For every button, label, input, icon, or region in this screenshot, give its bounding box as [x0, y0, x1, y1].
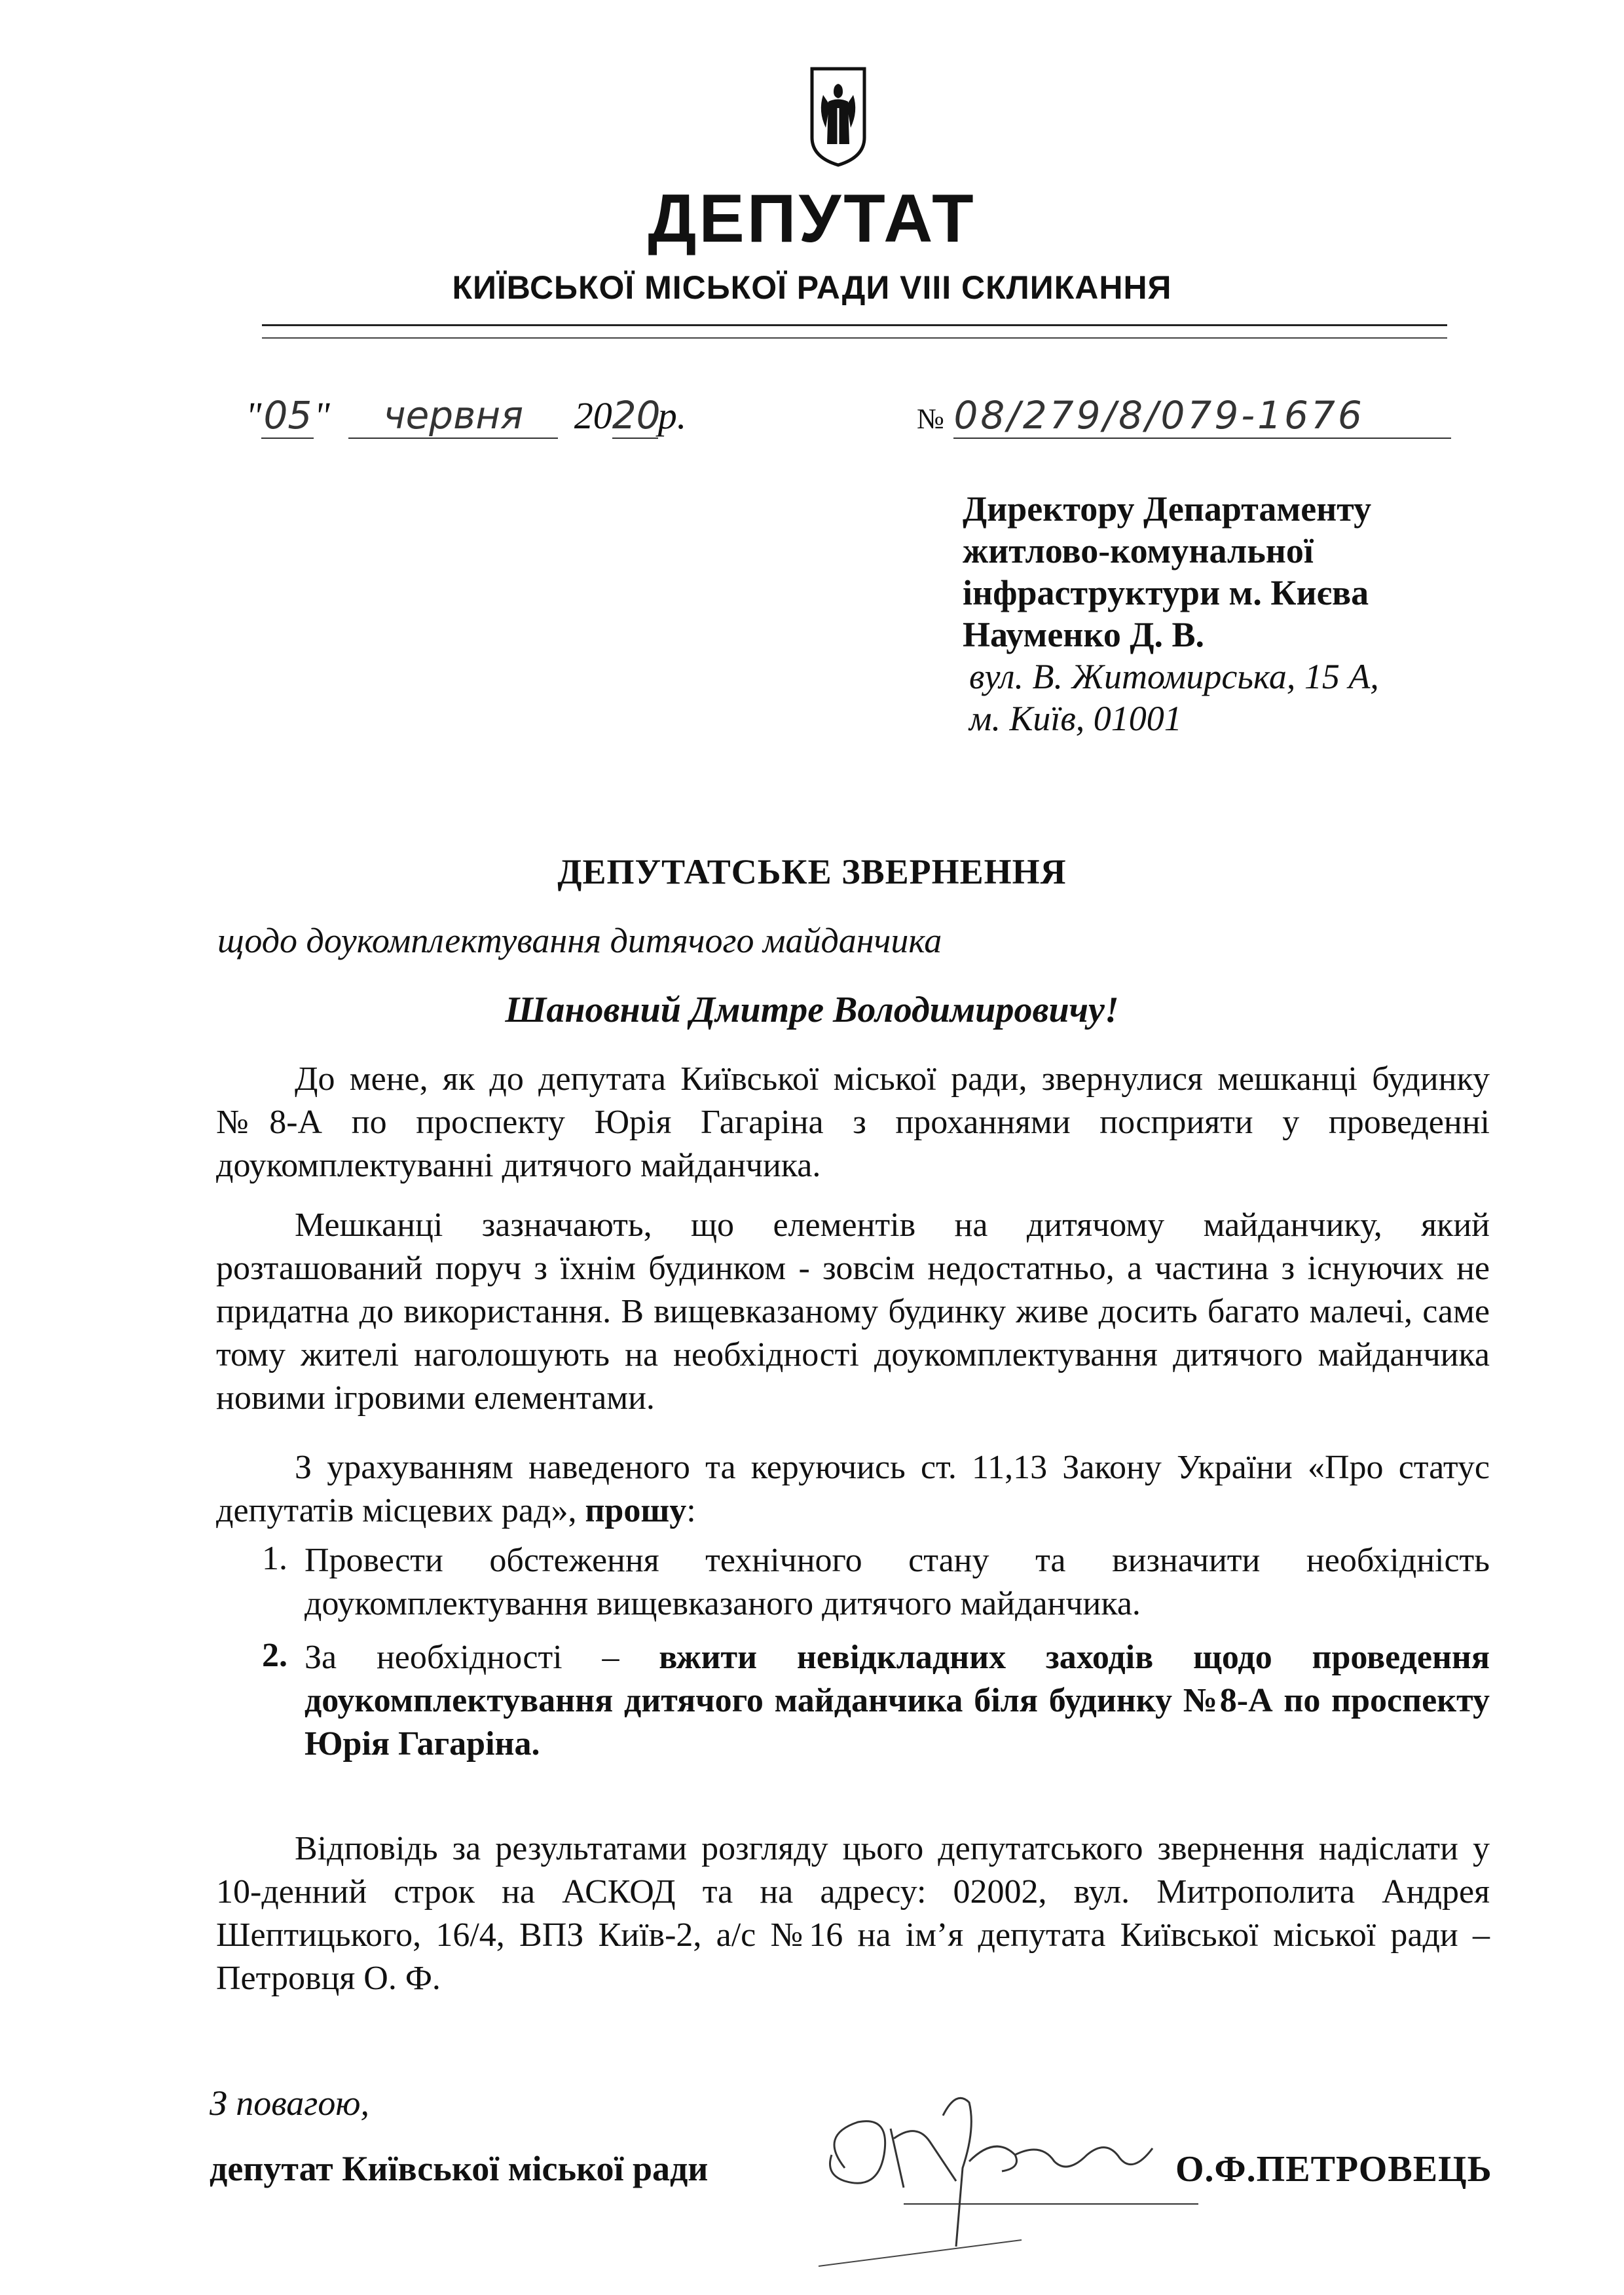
paragraph-4: Відповідь за результатами розгляду цього депутатського звернення надіслати у 10-денний строк на АСКОД та на адресу: 02002, вул. Митрополита Андрея Шептицького, 16/4, ВПЗ Київ-2, а/с №16 на ім’я депутата Київської міської ради – Петровця О. Ф. [216, 1830, 1490, 1997]
addressee-line2: житлово-комунальної [963, 531, 1314, 570]
date-suffix: р. [657, 394, 687, 437]
addressee-city: м. Київ, 01001 [969, 699, 1182, 738]
signatory-name: О.Ф.ПЕТРОВЕЦЬ [1175, 2149, 1492, 2190]
list-item-1-number: 1. [262, 1540, 287, 1577]
list-item-1: Провести обстеження технічного стану та визначити необхідність доукомплектування вищевказаного дитячого майданчика. [304, 1542, 1490, 1622]
letterhead-subtitle: КИЇВСЬКОЇ МІСЬКОЇ РАДИ VIII СКЛИКАННЯ [452, 269, 1172, 306]
addressee-street: вул. В. Житомирська, 15 А, [969, 657, 1379, 696]
paragraph-3 [216, 1446, 1490, 1533]
signatory-role: депутат Київської міської ради [210, 2149, 709, 2188]
greeting: Шановний Дмитре Володимировичу! [505, 990, 1119, 1030]
number-label: № [917, 403, 944, 435]
paragraph-3-text: З урахуванням наведеного та керуючись ст. 11,13 Закону України «Про статус депутатів місцевих рад», [216, 1449, 1490, 1529]
number-value: 08/279/8/079-1676 [953, 393, 1451, 439]
addressee-block [963, 488, 1539, 739]
document-title: ДЕПУТАТСЬКЕ ЗВЕРНЕННЯ [557, 852, 1067, 891]
paragraph-2: Мешканці зазначають, що елементів на дитячому майданчику, який розташований поруч з їхнім будинком - зовсім недостатньо, а частина з існуючих не придатна до використання. В вищевказаному будинку живе досить багато малечі, саме тому жителі наголошують на необхідності доукомплектування дитячого майданчика новими ігровими елементами. [216, 1206, 1490, 1417]
addressee-line4: Науменко Д. В. [963, 615, 1204, 654]
closing: З повагою, [210, 2083, 369, 2123]
addressee-line1: Директору Департаменту [963, 489, 1372, 529]
addressee-line3: інфраструктури м. Києва [963, 573, 1369, 612]
document-subject: щодо доукомплектування дитячого майданчика [217, 921, 942, 960]
date-day: 05 [261, 393, 314, 439]
paragraph-1: До мене, як до депутата Київської міської ради, звернулися мешканці будинку №8-А по проспекту Юрія Гагаріна з проханнями посприяти у проведенні доукомплектуванні дитячого майданчика. [216, 1060, 1490, 1184]
letterhead-title: ДЕПУТАТ [648, 181, 976, 257]
paragraph-3-colon: : [686, 1492, 696, 1529]
letterhead-divider [262, 324, 1447, 326]
list-item-2-plain: За необхідності – [304, 1639, 619, 1676]
list-item-2-number: 2. [262, 1637, 287, 1674]
list-item-2-bold: вжити невідкладних заходів щодо проведення доукомплектування дитячого майданчика біля будинку №8-А по проспекту Юрія Гагаріна. [304, 1639, 1490, 1763]
letterhead-divider-thin [262, 337, 1447, 339]
date-line [246, 393, 686, 439]
list-item-2 [304, 1636, 1490, 1766]
date-open-quote: " [246, 394, 262, 437]
handwritten-signature [805, 2076, 1198, 2273]
registration-number [917, 393, 1451, 439]
date-year-prefix: 20 [574, 394, 612, 437]
coat-of-arms-kyiv-icon [809, 65, 868, 167]
paragraph-3-request: прошу [585, 1492, 687, 1529]
date-close-quote: " [314, 394, 330, 437]
date-year-suffix: 20 [612, 393, 661, 438]
date-month: червня [348, 393, 558, 439]
